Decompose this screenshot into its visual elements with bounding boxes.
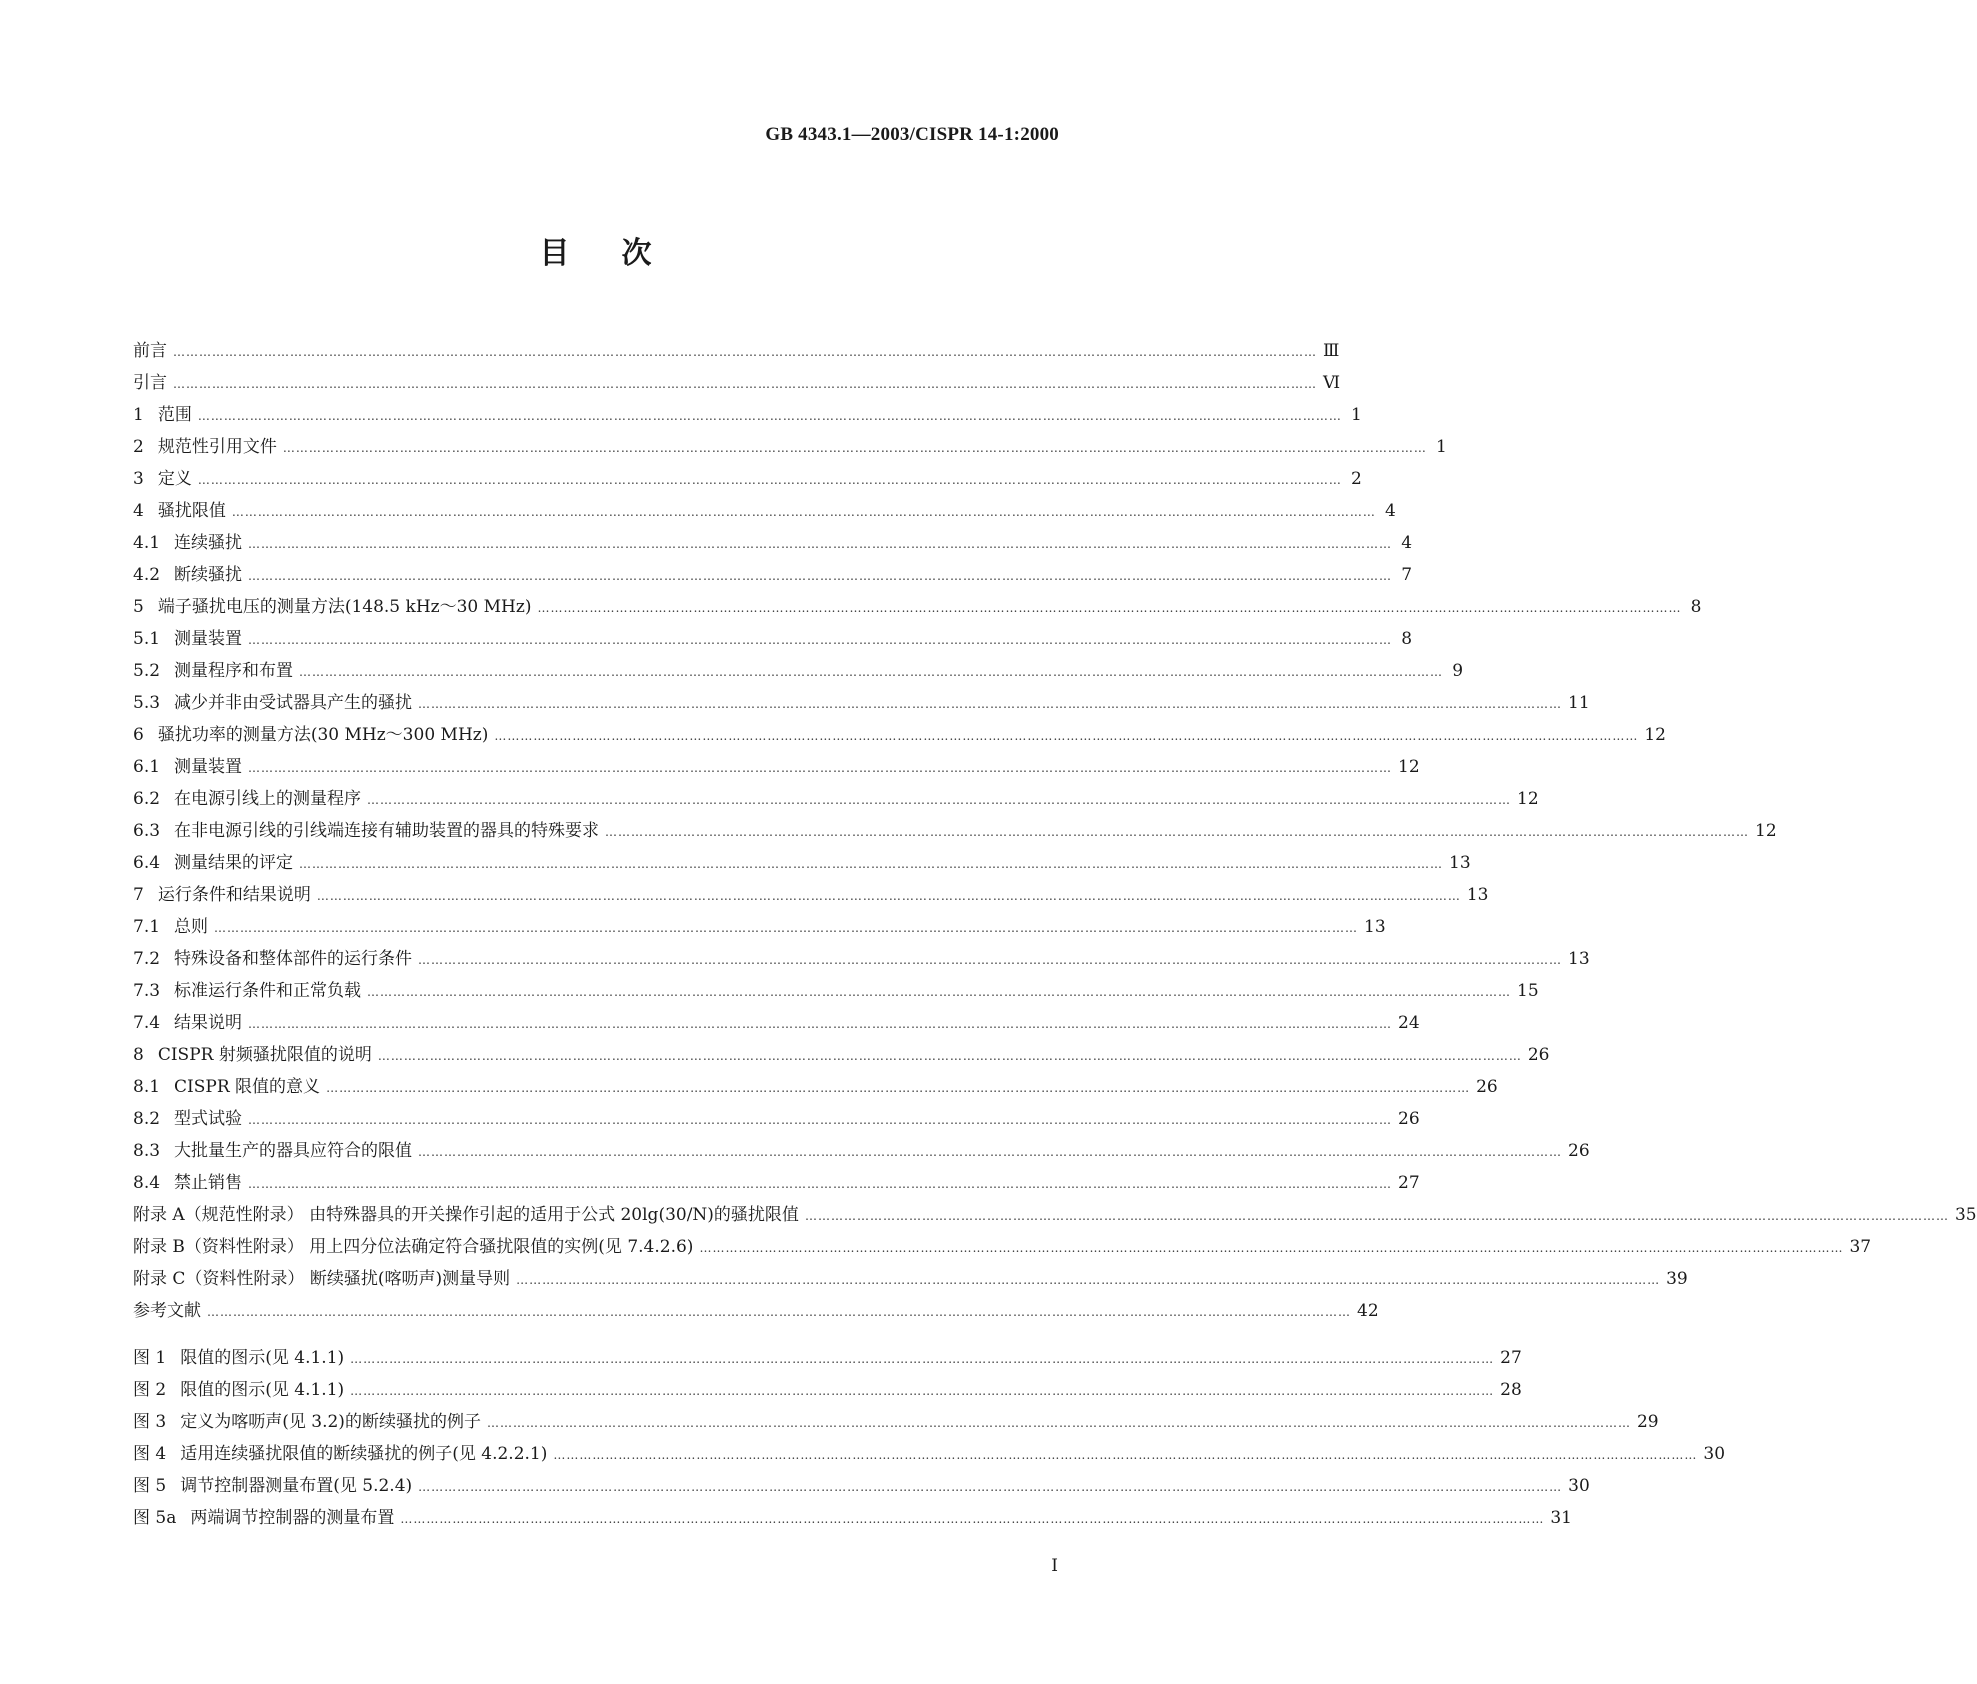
- entry-page: 1: [1351, 405, 1362, 425]
- entry-number: 4: [133, 501, 144, 521]
- toc-entry[interactable]: [133, 1103, 1420, 1135]
- dot-leader: [248, 1104, 1392, 1136]
- entry-title: 测量结果的评定: [174, 853, 294, 873]
- entry-title: 规范性引用文件: [157, 437, 277, 457]
- entry-number: 4.1: [133, 533, 161, 553]
- entry-title: 特殊设备和整体部件的运行条件: [174, 949, 413, 969]
- entry-page: 29: [1636, 1412, 1659, 1432]
- entry-title: 在电源引线上的测量程序: [174, 789, 362, 809]
- toc-entry[interactable]: [133, 719, 1666, 751]
- entry-number: 6: [133, 725, 144, 745]
- entry-page: 26: [1568, 1141, 1590, 1161]
- entry-title: 连续骚扰: [174, 533, 243, 553]
- dot-leader: [494, 720, 1638, 752]
- entry-title: 总则: [174, 917, 209, 937]
- toc-entry[interactable]: [133, 879, 1489, 911]
- toc-entry[interactable]: [133, 1231, 1872, 1263]
- entry-page: 30: [1568, 1476, 1590, 1496]
- entry-page: 26: [1476, 1077, 1498, 1097]
- entry-number: 6.3: [133, 821, 161, 841]
- toc-entry[interactable]: [133, 1263, 1688, 1295]
- entry-page: 13: [1568, 949, 1590, 969]
- entry-page: Ⅵ: [1323, 373, 1341, 393]
- dot-leader: [378, 1040, 1522, 1072]
- entry-title: 骚扰限值: [157, 501, 226, 521]
- entry-page: 15: [1517, 981, 1539, 1001]
- entry-page: 27: [1500, 1348, 1522, 1368]
- toc-entry[interactable]: [133, 783, 1539, 815]
- toc-entry[interactable]: [133, 335, 1340, 367]
- toc-entry[interactable]: [133, 687, 1590, 719]
- dot-leader: [214, 912, 1358, 944]
- entry-page: 27: [1398, 1173, 1420, 1193]
- figure-entry[interactable]: [133, 1438, 1726, 1470]
- entry-page: Ⅲ: [1323, 341, 1340, 361]
- toc-entry[interactable]: [133, 847, 1471, 879]
- entry-page: 26: [1527, 1045, 1550, 1065]
- toc-entry[interactable]: [133, 1135, 1590, 1167]
- dot-leader: [207, 1296, 1351, 1328]
- toc-entry[interactable]: [133, 1199, 1977, 1231]
- dot-leader: [173, 336, 1317, 368]
- dot-leader: [198, 464, 1342, 496]
- dot-leader: [248, 1168, 1392, 1200]
- entry-page: 12: [1644, 725, 1666, 745]
- entry-page: 31: [1550, 1508, 1572, 1528]
- dot-leader: [248, 624, 1392, 656]
- figure-entry[interactable]: [133, 1342, 1522, 1374]
- toc-entry[interactable]: [133, 815, 1777, 847]
- toc-entry[interactable]: [133, 911, 1386, 943]
- entry-title: 前言: [133, 341, 167, 361]
- entry-title: 参考文献: [133, 1301, 201, 1321]
- entry-number: 8.2: [133, 1109, 161, 1129]
- entry-number: 7.4: [133, 1013, 161, 1033]
- entry-page: 8: [1401, 629, 1413, 649]
- entry-title: 断续骚扰: [174, 565, 243, 585]
- figure-entry[interactable]: [133, 1502, 1572, 1534]
- entry-title: 型式试验: [174, 1109, 243, 1129]
- entry-number: 3: [133, 469, 144, 489]
- entry-title: 限值的图示(见 4.1.1): [180, 1348, 345, 1368]
- figure-list: [133, 1342, 1726, 1534]
- entry-number: 图 3: [133, 1412, 167, 1432]
- entry-number: 图 2: [133, 1380, 167, 1400]
- entry-number: 5: [133, 597, 144, 617]
- entry-title: CISPR 射频骚扰限值的说明: [157, 1045, 372, 1065]
- toc-entry[interactable]: [133, 527, 1413, 559]
- entry-title: 结果说明: [174, 1013, 243, 1033]
- entry-title: 标准运行条件和正常负载: [174, 981, 362, 1001]
- dot-leader: [350, 1375, 1494, 1407]
- toc-entry[interactable]: [133, 591, 1702, 623]
- dot-leader: [418, 1136, 1562, 1168]
- entry-number: 图 1: [133, 1348, 167, 1368]
- entry-page: 13: [1449, 853, 1471, 873]
- dot-leader: [326, 1072, 1470, 1104]
- dot-leader: [418, 1471, 1562, 1503]
- entry-number: 5.1: [133, 629, 161, 649]
- dot-leader: [400, 1503, 1544, 1535]
- entry-title: 定义为喀呖声(见 3.2)的断续骚扰的例子: [180, 1412, 481, 1432]
- entry-page: 7: [1401, 565, 1413, 585]
- entry-title: 减少并非由受试器具产生的骚扰: [174, 693, 413, 713]
- toc-entry[interactable]: [133, 943, 1590, 975]
- entry-page: 35: [1954, 1205, 1977, 1225]
- entry-title: 两端调节控制器的测量布置: [190, 1508, 395, 1528]
- dot-leader: [699, 1232, 1843, 1264]
- entry-title: 附录 A（规范性附录） 由特殊器具的开关操作引起的适用于公式 20lg(30/N)的骚扰限值: [133, 1205, 799, 1225]
- entry-title: 限值的图示(见 4.1.1): [180, 1380, 345, 1400]
- toc-entry[interactable]: [133, 495, 1396, 527]
- entry-page: 9: [1452, 661, 1464, 681]
- entry-title: 测量程序和布置: [174, 661, 294, 681]
- standard-number: GB 4343.1—2003/CISPR 14-1:2000: [765, 124, 1059, 145]
- toc-entry[interactable]: [133, 1295, 1379, 1327]
- entry-page: 12: [1755, 821, 1777, 841]
- toc-entry[interactable]: [133, 367, 1341, 399]
- entry-title: 大批量生产的器具应符合的限值: [174, 1141, 413, 1161]
- entry-title: CISPR 限值的意义: [174, 1077, 321, 1097]
- dot-leader: [367, 976, 1511, 1008]
- entry-title: 禁止销售: [174, 1173, 243, 1193]
- entry-title: 在非电源引线的引线端连接有辅助装置的器具的特殊要求: [174, 821, 600, 841]
- dot-leader: [350, 1343, 1494, 1375]
- entry-page: 12: [1517, 789, 1539, 809]
- entry-page: 12: [1398, 757, 1420, 777]
- entry-number: 7.3: [133, 981, 161, 1001]
- entry-number: 8: [133, 1045, 144, 1065]
- toc-entry[interactable]: [133, 1039, 1550, 1071]
- dot-leader: [553, 1439, 1697, 1471]
- entry-title: 附录 B（资料性附录） 用上四分位法确定符合骚扰限值的实例(见 7.4.2.6): [133, 1237, 694, 1257]
- entry-number: 6.1: [133, 757, 161, 777]
- toc-entry[interactable]: [133, 975, 1539, 1007]
- entry-number: 7.1: [133, 917, 161, 937]
- dot-leader: [232, 496, 1376, 528]
- dot-leader: [516, 1264, 1660, 1296]
- toc-entry[interactable]: [133, 1167, 1420, 1199]
- entry-page: 39: [1666, 1269, 1688, 1289]
- entry-number: 2: [133, 437, 144, 457]
- toc-entry[interactable]: [133, 655, 1464, 687]
- entry-page: 13: [1466, 885, 1489, 905]
- dot-leader: [248, 752, 1392, 784]
- figure-entry[interactable]: [133, 1374, 1522, 1406]
- entry-number: 图 5: [133, 1476, 167, 1496]
- toc-entry[interactable]: [133, 623, 1413, 655]
- dot-leader: [283, 432, 1427, 464]
- dot-leader: [173, 368, 1317, 400]
- dot-leader: [537, 592, 1681, 624]
- dot-leader: [248, 1008, 1392, 1040]
- entry-title: 测量装置: [174, 629, 243, 649]
- entry-number: 7.2: [133, 949, 161, 969]
- dot-leader: [805, 1200, 1949, 1232]
- entry-number: 4.2: [133, 565, 161, 585]
- dot-leader: [317, 880, 1461, 912]
- entry-page: 24: [1398, 1013, 1420, 1033]
- entry-number: 8.4: [133, 1173, 161, 1193]
- entry-page: 37: [1849, 1237, 1872, 1257]
- dot-leader: [418, 944, 1562, 976]
- toc-entry[interactable]: [133, 399, 1362, 431]
- entry-page: 4: [1401, 533, 1413, 553]
- entry-number: 8.3: [133, 1141, 161, 1161]
- entry-title: 骚扰功率的测量方法(30 MHz～300 MHz): [157, 725, 489, 745]
- entry-title: 测量装置: [174, 757, 243, 777]
- entry-page: 13: [1364, 917, 1386, 937]
- entry-number: 图 5a: [133, 1508, 177, 1528]
- entry-number: 6.4: [133, 853, 161, 873]
- dot-leader: [198, 400, 1342, 432]
- entry-title: 引言: [133, 373, 167, 393]
- entry-title: 调节控制器测量布置(见 5.2.4): [180, 1476, 413, 1496]
- table-of-contents: [133, 335, 1977, 1327]
- entry-title: 附录 C（资料性附录） 断续骚扰(喀呖声)测量导则: [133, 1269, 511, 1289]
- toc-entry[interactable]: [133, 463, 1362, 495]
- entry-title: 适用连续骚扰限值的断续骚扰的例子(见 4.2.2.1): [180, 1444, 548, 1464]
- figure-entry[interactable]: [133, 1470, 1590, 1502]
- dot-leader: [248, 560, 1392, 592]
- entry-page: 42: [1357, 1301, 1379, 1321]
- page-number: I: [1051, 1556, 1058, 1576]
- dot-leader: [487, 1407, 1631, 1439]
- entry-number: 5.2: [133, 661, 161, 681]
- entry-number: 6.2: [133, 789, 161, 809]
- entry-number: 图 4: [133, 1444, 167, 1464]
- toc-entry[interactable]: [133, 1007, 1420, 1039]
- entry-title: 端子骚扰电压的测量方法(148.5 kHz～30 MHz): [157, 597, 532, 617]
- toc-entry[interactable]: [133, 751, 1420, 783]
- entry-page: 30: [1703, 1444, 1726, 1464]
- dot-leader: [367, 784, 1511, 816]
- dot-leader: [418, 688, 1562, 720]
- page-title: 目次: [539, 236, 704, 271]
- entry-number: 1: [133, 405, 144, 425]
- dot-leader: [299, 848, 1443, 880]
- dot-leader: [248, 528, 1392, 560]
- toc-entry[interactable]: [133, 431, 1447, 463]
- entry-title: 定义: [157, 469, 192, 489]
- entry-page: 2: [1351, 469, 1362, 489]
- entry-page: 26: [1398, 1109, 1420, 1129]
- dot-leader: [299, 656, 1443, 688]
- entry-page: 4: [1385, 501, 1396, 521]
- entry-page: 8: [1690, 597, 1702, 617]
- entry-page: 28: [1500, 1380, 1522, 1400]
- entry-page: 1: [1436, 437, 1447, 457]
- toc-entry[interactable]: [133, 559, 1413, 591]
- entry-number: 7: [133, 885, 144, 905]
- entry-number: 5.3: [133, 693, 161, 713]
- figure-entry[interactable]: [133, 1406, 1659, 1438]
- dot-leader: [605, 816, 1749, 848]
- entry-title: 运行条件和结果说明: [157, 885, 311, 905]
- entry-page: 11: [1568, 693, 1590, 713]
- entry-title: 范围: [157, 405, 192, 425]
- toc-entry[interactable]: [133, 1071, 1498, 1103]
- entry-number: 8.1: [133, 1077, 161, 1097]
